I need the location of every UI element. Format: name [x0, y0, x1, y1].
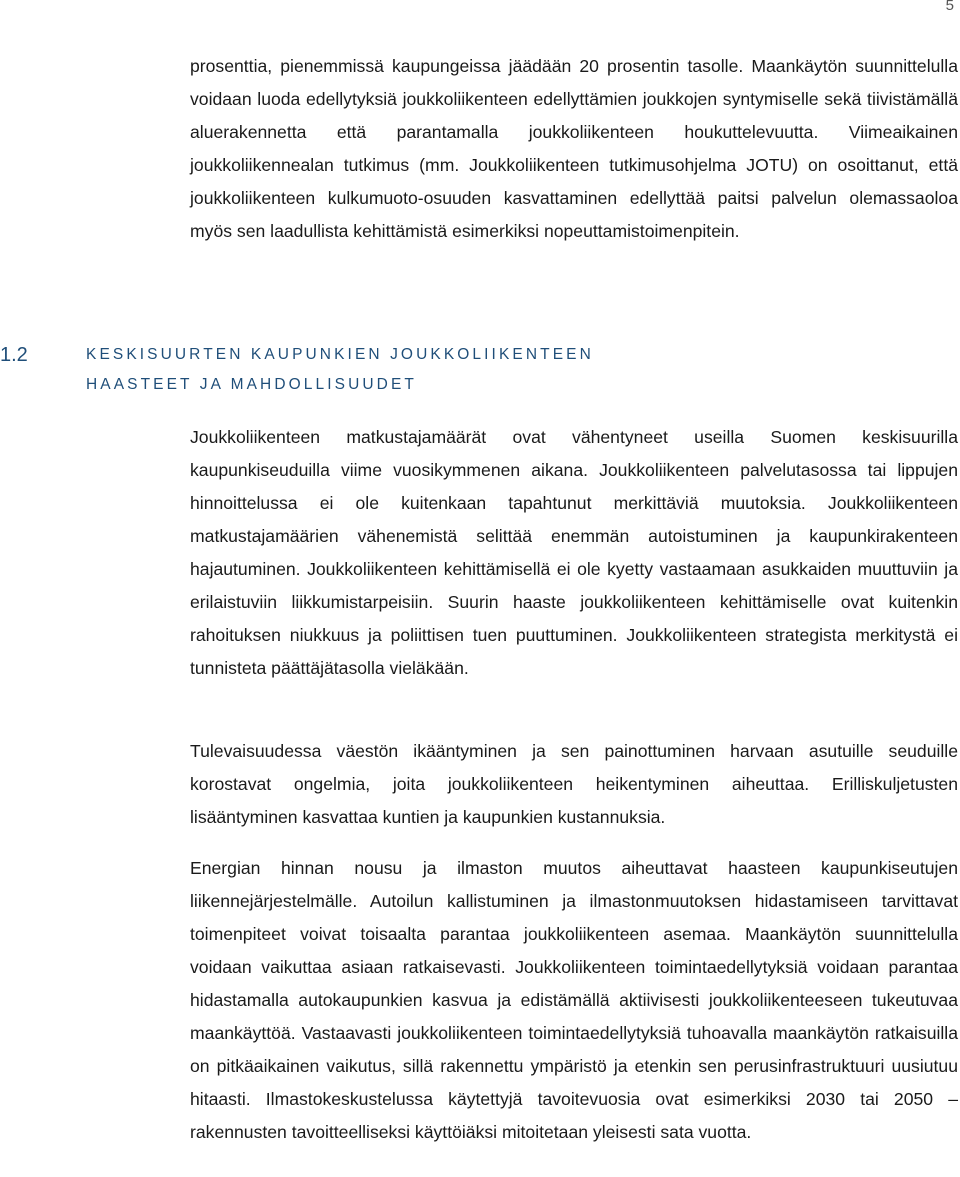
paragraph-energy-climate: Energian hinnan nousu ja ilmaston muutos aiheuttavat haasteen kaupunkiseutujen liikennejärjestelmälle. Autoilun kallistuminen ja ilmastonmuutoksen hidastamiseen tarvittavat toimenpiteet voivat toisaalta parantaa joukkoliikenteen asemaa. Maankäytön suunnittelulla voidaan vaikuttaa asiaan ratkaisevasti. Joukkoliikenteen toimintaedellytyksiä voidaan parantaa hidastamalla autokaupunkien kasvua ja edistämällä aktiivisesti joukkoliikenteeseen tukeutuvaa maankäyttöä. Vastaavasti joukkoliikenteen toimintaedellytyksiä tuhoavalla maankäytön ratkaisuilla on pitkäaikainen vaikutus, sillä rakennettu ympäristö ja etenkin sen perusinfrastruktuuri uusiutuu hitaasti. Ilmastokeskustelussa käytettyjä tavoitevuosia ovat esimerkiksi 2030 tai 2050 – rakennusten tavoitteelliseksi käyttöiäksi mitoitetaan yleisesti sata vuotta. — [190, 858, 958, 1142]
section-title-line-1: KESKISUURTEN KAUPUNKIEN JOUKKOLIIKENTEEN — [86, 346, 594, 363]
section-title — [86, 340, 746, 400]
paragraph-aging: Tulevaisuudessa väestön ikääntyminen ja sen painottuminen harvaan asutuille seuduille korostavat ongelmia, joita joukkoliikenteen heikentyminen aiheuttaa. Erilliskuljetusten lisääntyminen kasvattaa kuntien ja kaupunkien kustannuksia. — [190, 741, 958, 827]
section-number: 1.2 — [0, 344, 28, 366]
section-title-line-2: HAASTEET JA MAHDOLLISUUDET — [86, 376, 417, 393]
paragraph-intro: prosenttia, pienemmissä kaupungeissa jäädään 20 prosentin tasolle. Maankäytön suunnittelulla voidaan luoda edellytyksiä joukkoliikenteen edellyttämien joukkojen syntymiselle sekä tiivistämällä aluerakennetta että parantamalla joukkoliikenteen houkuttelevuutta. Viimeaikainen joukkoliikennealan tutkimus (mm. Joukkoliikenteen tutkimusohjelma JOTU) on osoittanut, että joukkoliikenteen kulkumuoto-osuuden kasvattaminen edellyttää paitsi palvelun olemassaoloa myös sen laadullista kehittämistä esimerkiksi nopeuttamistoimenpitein. — [190, 56, 958, 241]
page-number: 5 — [945, 0, 954, 14]
paragraph-ridership: Joukkoliikenteen matkustajamäärät ovat vähentyneet useilla Suomen keskisuurilla kaupunkiseuduilla viime vuosikymmenen aikana. Joukkoliikenteen palvelutasossa tai lippujen hinnoittelussa ei ole kuitenkaan tapahtunut merkittäviä muutoksia. Joukkoliikenteen matkustajamäärien vähenemistä selittää enemmän autoistuminen ja kaupunkirakenteen hajautuminen. Joukkoliikenteen kehittämisellä ei ole kyetty vastaamaan asukkaiden muuttuviin ja erilaistuviin liikkumistarpeisiin. Suurin haaste joukkoliikenteen kehittämiselle ovat kuitenkin rahoituksen niukkuus ja poliittisen tuen puuttuminen. Joukkoliikenteen strategista merkitystä ei tunnisteta päättäjätasolla vieläkään. — [190, 427, 958, 678]
